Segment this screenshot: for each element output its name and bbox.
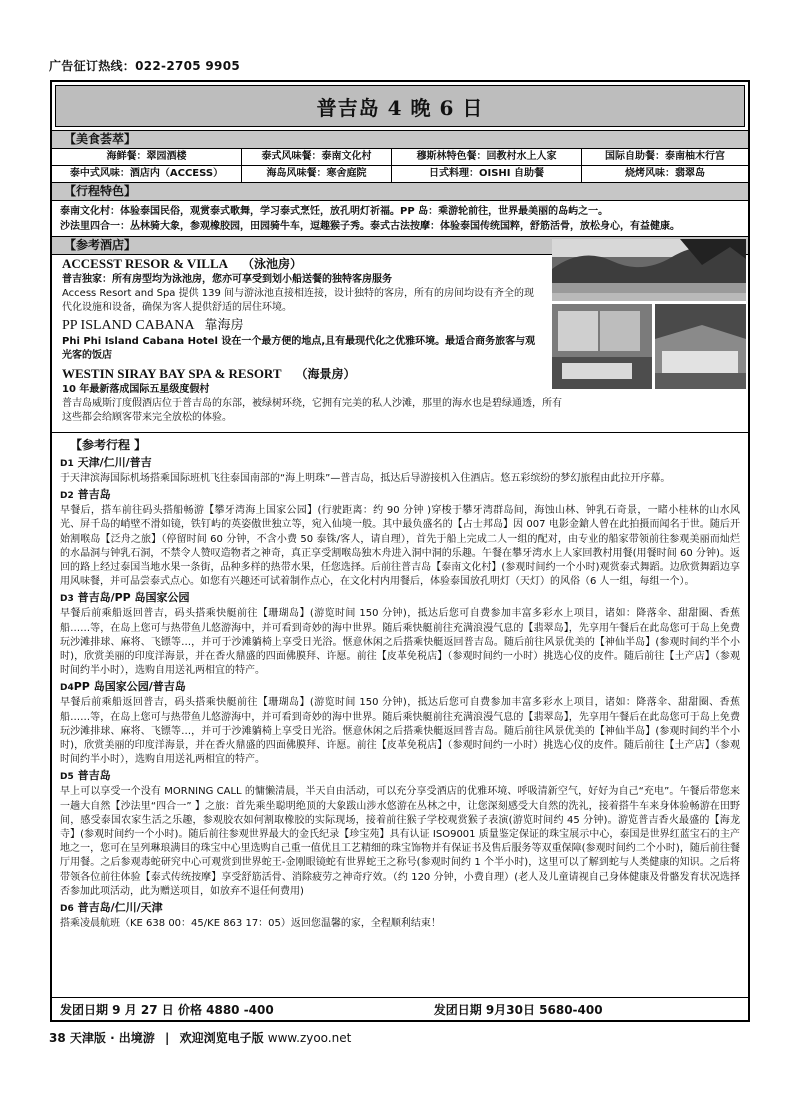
day-number: D1 <box>60 459 74 469</box>
tour-box <box>50 80 750 1022</box>
footer-separator: | <box>165 1031 170 1045</box>
day-text: 早餐后，搭车前往码头搭船畅游【攀牙湾海上国家公园】(行驶距离：约 90 分钟 )穿梭于攀牙湾群岛间，海蚀山林、钟乳石奇景，一睹小桂林的山水风光、屏千岛的峭壁不滑如镜，铁钉屿的英姿傲世独立等，宛入仙境一般。其中最负盛名的【占士邦岛】因 007 电影金鎗人曾在此拍摄而闻名于世。随后开始割喉岛【泛舟之旅】（停留时间 60 分钟，不含小费 50 泰铢/客人，请自理），首先于船上完成二人一组的配对，由专业的船家带领前往参观美丽而灿烂的水晶洞与钟乳石洞，不禁令人赞叹造物者之神奇，真正享受割喉岛独木舟进入洞中洞的乐趣。午餐在攀牙湾水上人家回教村用餐(用餐时间 60 分钟)。返回的路上经过泰国当地水果一条街，品种多样的热带水果，任您选择。后前往普吉岛【泰南文化村】(参观时间约一个小时)观赏泰式舞蹈。边欣赏舞蹈边享用风味餐，并可品尝泰式点心。如您有兴趣还可试着制作点心，在文化村内用餐后，体验泰国放孔明灯（天灯）的风俗（6 人一组，每组一个）。 <box>60 505 740 588</box>
day-route: PP 岛国家公园/普吉岛 <box>73 680 186 694</box>
feature-line: 泰南文化村：体验泰国民俗，观赏泰式歌舞，学习泰式烹饪，放孔明灯祈福。PP 岛：乘游轮前往，世界最美丽的岛屿之一。 <box>60 206 609 217</box>
food-row <box>52 166 748 183</box>
hotel-name-text: PP ISLAND CABANA <box>62 318 195 333</box>
day-number: D6 <box>60 904 74 915</box>
features-text <box>52 201 748 237</box>
itinerary-header: 【参考行程 】 <box>70 438 147 452</box>
food-cell: 日式料理：OISHI 自助餐 <box>392 166 582 182</box>
itinerary-block <box>52 433 748 931</box>
day-title <box>60 456 740 471</box>
tour-title: 普吉岛 4 晚 6 日 <box>55 85 745 127</box>
food-section-header: 【美食荟萃】 <box>52 130 748 149</box>
hotel-description: Access Resort and Spa 提供 139 间与游泳池直接相连接，设计独特的客房，所有的房间均设有齐全的现代化设施和设备，确保为客人提供舒适的居住环境。 <box>62 288 535 313</box>
day-title <box>60 680 740 695</box>
day-title <box>60 769 740 784</box>
room-type: 靠海房 <box>204 318 244 333</box>
day-route: 普吉岛 <box>77 769 111 783</box>
day-number: D5 <box>60 772 74 783</box>
day-text: 早上可以享受一个没有 MORNING CALL 的慵懒清晨，半天自由活动，可以充分享受酒店的优雅环境、呼吸清新空气，好好为自己“充电”。午餐后带您来一趟大自然【沙法里“四合一” 】之旅：首先乘坐聪明绝顶的大象跋山涉水悠游在丛林之中，让您深刻感受大自然的洗礼，接着搭牛车来身体验畅游在田野间，感受泰国农家生活之乐趣，参观胶农如何割取橡胶的实际现场，接着前往猴子学校观赏猴子表演(游览时间约 45 分钟)。游览普吉香火最盛的【海龙寺】(参观时间约一个小时)。随后前往参观世界最大的金氏纪录【珍宝苑】具有认证 ISO9001 质量鉴定保证的珠宝展示中心，泰国是世界红蓝宝石的主产地之一，您可在呈列琳琅满目的珠宝中心里选购自己重一值优且工艺精细的珠宝饰物并有保证书及售后服务等双重保障(参观时间约二个小时)，随后前往餐厅用餐。之后参观毒蛇研究中心可观赏到世界蛇王-金刚眼镜蛇有世界蛇王之称号(参观时间约 1 个半小时)，这里可以了解到蛇与人类健康的知识。之后将带领各位前往体验【泰式传统按摩】享受舒筋活骨、消除疲劳之神奇疗效。（约 120 分钟，小费自理）(老人及儿童请视自己身体健康及骨骼发育状况选择否参加此项活动，此为赠送项目，如放弃不退任何费用) <box>60 786 740 897</box>
footer-url[interactable]: www.zyoo.net <box>267 1031 352 1045</box>
room-type: （海景房） <box>295 367 356 381</box>
departure-first: 发团日期 9 月 27 日 价格 4880 -400 <box>60 1002 274 1017</box>
food-cell: 泰中式风味：酒店内（ACCESS） <box>52 166 242 182</box>
hotels-section-header: 【参考酒店】 <box>52 237 748 255</box>
day-number: D2 <box>60 491 74 502</box>
food-cell: 泰式风味餐：泰南文化村 <box>242 149 392 165</box>
day-number: D3 <box>60 594 74 605</box>
day-route: 天津/仁川/普吉 <box>77 456 152 469</box>
departure-second: 发团日期 9月30日 5680-400 <box>433 1002 603 1017</box>
food-row <box>52 149 748 166</box>
food-cell: 穆斯林特色餐：回教村水上人家 <box>392 149 582 165</box>
day-text: 早餐后前乘船返回普吉，码头搭乘快艇前往【珊瑚岛】(游览时间 150 分钟)，抵达后您可自费参加丰富多彩水上项目，诸如：降落伞、甜甜圈、香蕉船……等，在岛上您可与热带鱼儿悠游海中，并可看到奇妙的海中世界。随后乘快艇前往充满浪漫气息的【翡翠岛】，先享用午餐后在此岛您可于岛上免费玩沙滩排球、麻将、飞镖等…，并可于沙滩躺椅上享受日光浴。惬意休闲之后搭乘快艇返回普吉岛。随后前往风景优美的【神仙半岛】(参观时间约半个小时)，欣赏美丽的印度洋海景，并在香火鼎盛的四面佛膜拜、许愿。前往【皮革免税店】（参观时间约一小时）挑选心仪的皮件。随后前往【土产店】（参观时间约半小时），选购自用送礼两相宜的特产。 <box>60 608 740 677</box>
departure-row <box>52 997 748 1020</box>
magazine-name: 天津版 · 出境游 <box>69 1031 155 1045</box>
day-number: D4 <box>60 683 74 694</box>
features-section-header: 【行程特色】 <box>52 183 748 201</box>
day-text: 搭乘凌晨航班（KE 638 00：45/KE 863 17：05）返回您温馨的家，全程顺利结束！ <box>60 918 441 930</box>
hotel-photo-collage <box>552 239 746 389</box>
day-route: 普吉岛 <box>77 488 111 502</box>
hotel-highlight: 普吉独家：所有房型均为泳池房，您亦可享受到划小船送餐的独特客房服务 <box>62 274 392 285</box>
food-cell: 国际自助餐：泰南柚木行宫 <box>605 151 725 162</box>
hotel-name-text: ACCESST RESOR & VILLA <box>62 256 229 271</box>
day-route: 普吉岛/仁川/天津 <box>77 901 163 915</box>
hotel-highlight: 10 年最新落成国际五星级度假村 <box>62 384 210 395</box>
day-route: 普吉岛/PP 岛国家公园 <box>77 591 190 605</box>
page-number: 38 <box>49 1031 66 1045</box>
day-title <box>60 901 740 916</box>
page-footer <box>49 1029 351 1046</box>
hotel-description: 普吉岛威斯汀度假酒店位于普吉岛的东部，被绿树环绕，它拥有完美的私人沙滩，那里的海水也是碧绿通透，所有这些都会给顾客带来完全放松的体验。 <box>62 398 562 423</box>
food-cell: 海岛风味餐：寒舍庭院 <box>242 166 392 182</box>
ad-hotline: 广告征订热线：022-2705 9905 <box>49 59 241 73</box>
feature-line: 沙法里四合一：丛林骑大象，参观橡胶园，田园骑牛车，逗趣猴子秀。泰式古法按摩：体验泰国传统国粹，舒筋活骨，放松身心，有益健康。 <box>60 221 680 232</box>
hotels-block <box>52 255 748 433</box>
day-title <box>60 488 740 503</box>
food-cell: 海鲜餐：翠园酒楼 <box>52 149 242 165</box>
hotel-name-text: WESTIN SIRAY BAY SPA & RESORT <box>62 366 282 381</box>
day-text: 于天津滨海国际机场搭乘国际班机飞往泰国南部的“海上明珠”—普吉岛，抵达后导游接机入住酒店。悠五彩缤纷的梦幻旅程由此拉开序幕。 <box>60 473 671 484</box>
day-title <box>60 591 740 606</box>
day-text: 早餐后前乘船返回普吉，码头搭乘快艇前往【珊瑚岛】(游览时间 150 分钟)，抵达后您可自费参加丰富多彩水上项目，诸如：降落伞、甜甜圈、香蕉船……等，在岛上您可与热带鱼儿悠游海中，并可看到奇妙的海中世界。随后乘快艇前往充满浪漫气息的【翡翠岛】，先享用午餐后在此岛您可于岛上免费玩沙滩排球、麻将、飞镖等…，并可于沙滩躺椅上享受日光浴。惬意休闲之后搭乘快艇返回普吉岛。随后前往风景优美的【神仙半岛】(参观时间约半个小时)，欣赏美丽的印度洋海景，并在香火鼎盛的四面佛膜拜、许愿。前往【皮革免税店】（参观时间约一小时）挑选心仪的皮件。随后前往【土产店】（参观时间约半小时），选购自用送礼两相宜的特产。 <box>60 697 740 766</box>
footer-slogan: 欢迎浏览电子版 <box>179 1031 264 1045</box>
room-type: （泳池房） <box>242 257 303 271</box>
hotel-description: Phi Phi Island Cabana Hotel 设在一个最方便的地点,且有最现代化之优雅环境。最适合商务旅客与观光客的饭店 <box>62 336 536 361</box>
food-cell: 烧烤风味：翡翠岛 <box>625 168 705 179</box>
